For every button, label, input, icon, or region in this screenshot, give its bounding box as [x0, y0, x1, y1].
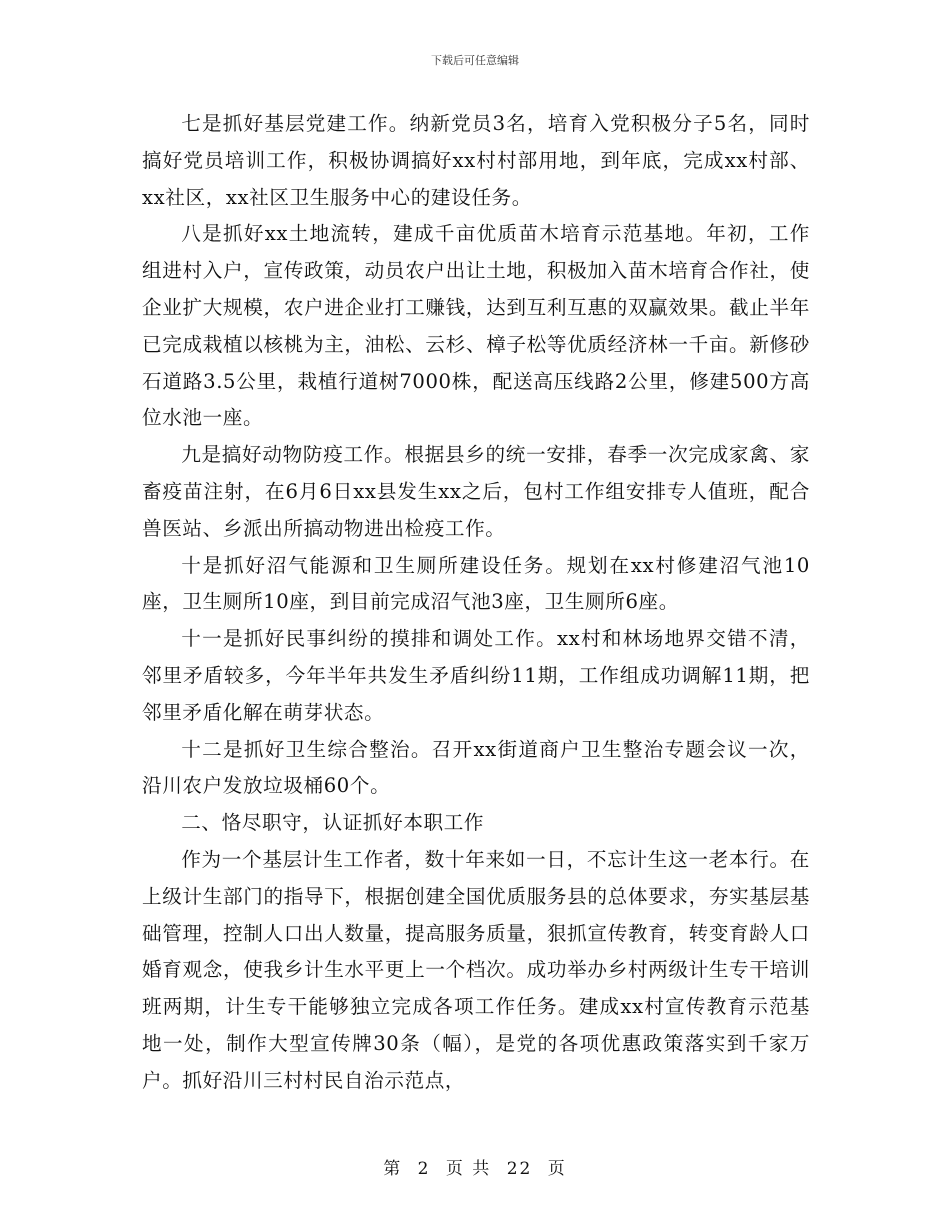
footer-prefix: 第 — [383, 1159, 403, 1179]
section-heading: 二、恪尽职守，认证抓好本职工作 — [181, 811, 485, 835]
document-body — [142, 106, 810, 1100]
paragraph-land-transfer: 八是抓好xx土地流转，建成千亩优质苗木培育示范基地。年初，工作组进村入户，宣传政策，动员农户出让土地，积极加入苗木培育合作社，使企业扩大规模，农户进企业打工赚钱，达到互利互惠的双赢效果。截止半年已完成栽植以核桃为主，油松、云杉、樟子松等优质经济林一千亩。新修砂石道路3.5公里，栽植行道树7000株，配送高压线路2公里，修建500方高位水池一座。 — [142, 222, 810, 430]
footer-suffix: 页 — [547, 1159, 567, 1179]
paragraph-animal-epidemic: 九是搞好动物防疫工作。根据县乡的统一安排，春季一次完成家禽、家畜疫苗注射，在6月6日xx县发生xx之后，包村工作组安排专人值班，配合兽医站、乡派出所搞动物进出检疫工作。 — [142, 443, 810, 540]
paragraph-sanitation: 十二是抓好卫生综合整治。召开xx街道商户卫生整治专题会议一次，沿川农户发放垃圾桶60个。 — [142, 737, 810, 798]
paragraph-family-planning: 作为一个基层计生工作者，数十年来如一日，不忘计生这一老本行。在上级计生部门的指导下，根据创建全国优质服务县的总体要求，夯实基层基础管理，控制人口出人数量，提高服务质量，狠抓宣传教育，转变育龄人口婚育观念，使我乡计生水平更上一个档次。成功举办乡村两级计生专干培训班两期，计生专干能够独立完成各项工作任务。建成xx村宣传教育示范基地一处，制作大型宣传牌30条（幅），是党的各项优惠政策落实到千家万户。抓好沿川三村村民自治示范点， — [142, 847, 810, 1092]
footer-mid: 页 共 — [445, 1159, 492, 1179]
footer-current-page: 2 — [417, 1159, 431, 1179]
footer-total-pages: 22 — [506, 1159, 533, 1179]
paragraph-biogas: 十是抓好沼气能源和卫生厕所建设任务。规划在xx村修建沼气池10座，卫生厕所10座，到目前完成沼气池3座，卫生厕所6座。 — [142, 553, 810, 614]
paragraph-disputes: 十一是抓好民事纠纷的摸排和调处工作。xx村和林场地界交错不清，邻里矛盾较多，今年半年共发生矛盾纠纷11期，工作组成功调解11期，把邻里矛盾化解在萌芽状态。 — [142, 627, 810, 724]
page-header: 下载后可任意编辑 — [431, 54, 519, 67]
paragraph-party-building: 七是抓好基层党建工作。纳新党员3名，培育入党积极分子5名，同时搞好党员培训工作，积极协调搞好xx村村部用地，到年底，完成xx村部、xx社区，xx社区卫生服务中心的建设任务。 — [142, 112, 810, 209]
page-footer — [0, 1154, 950, 1179]
